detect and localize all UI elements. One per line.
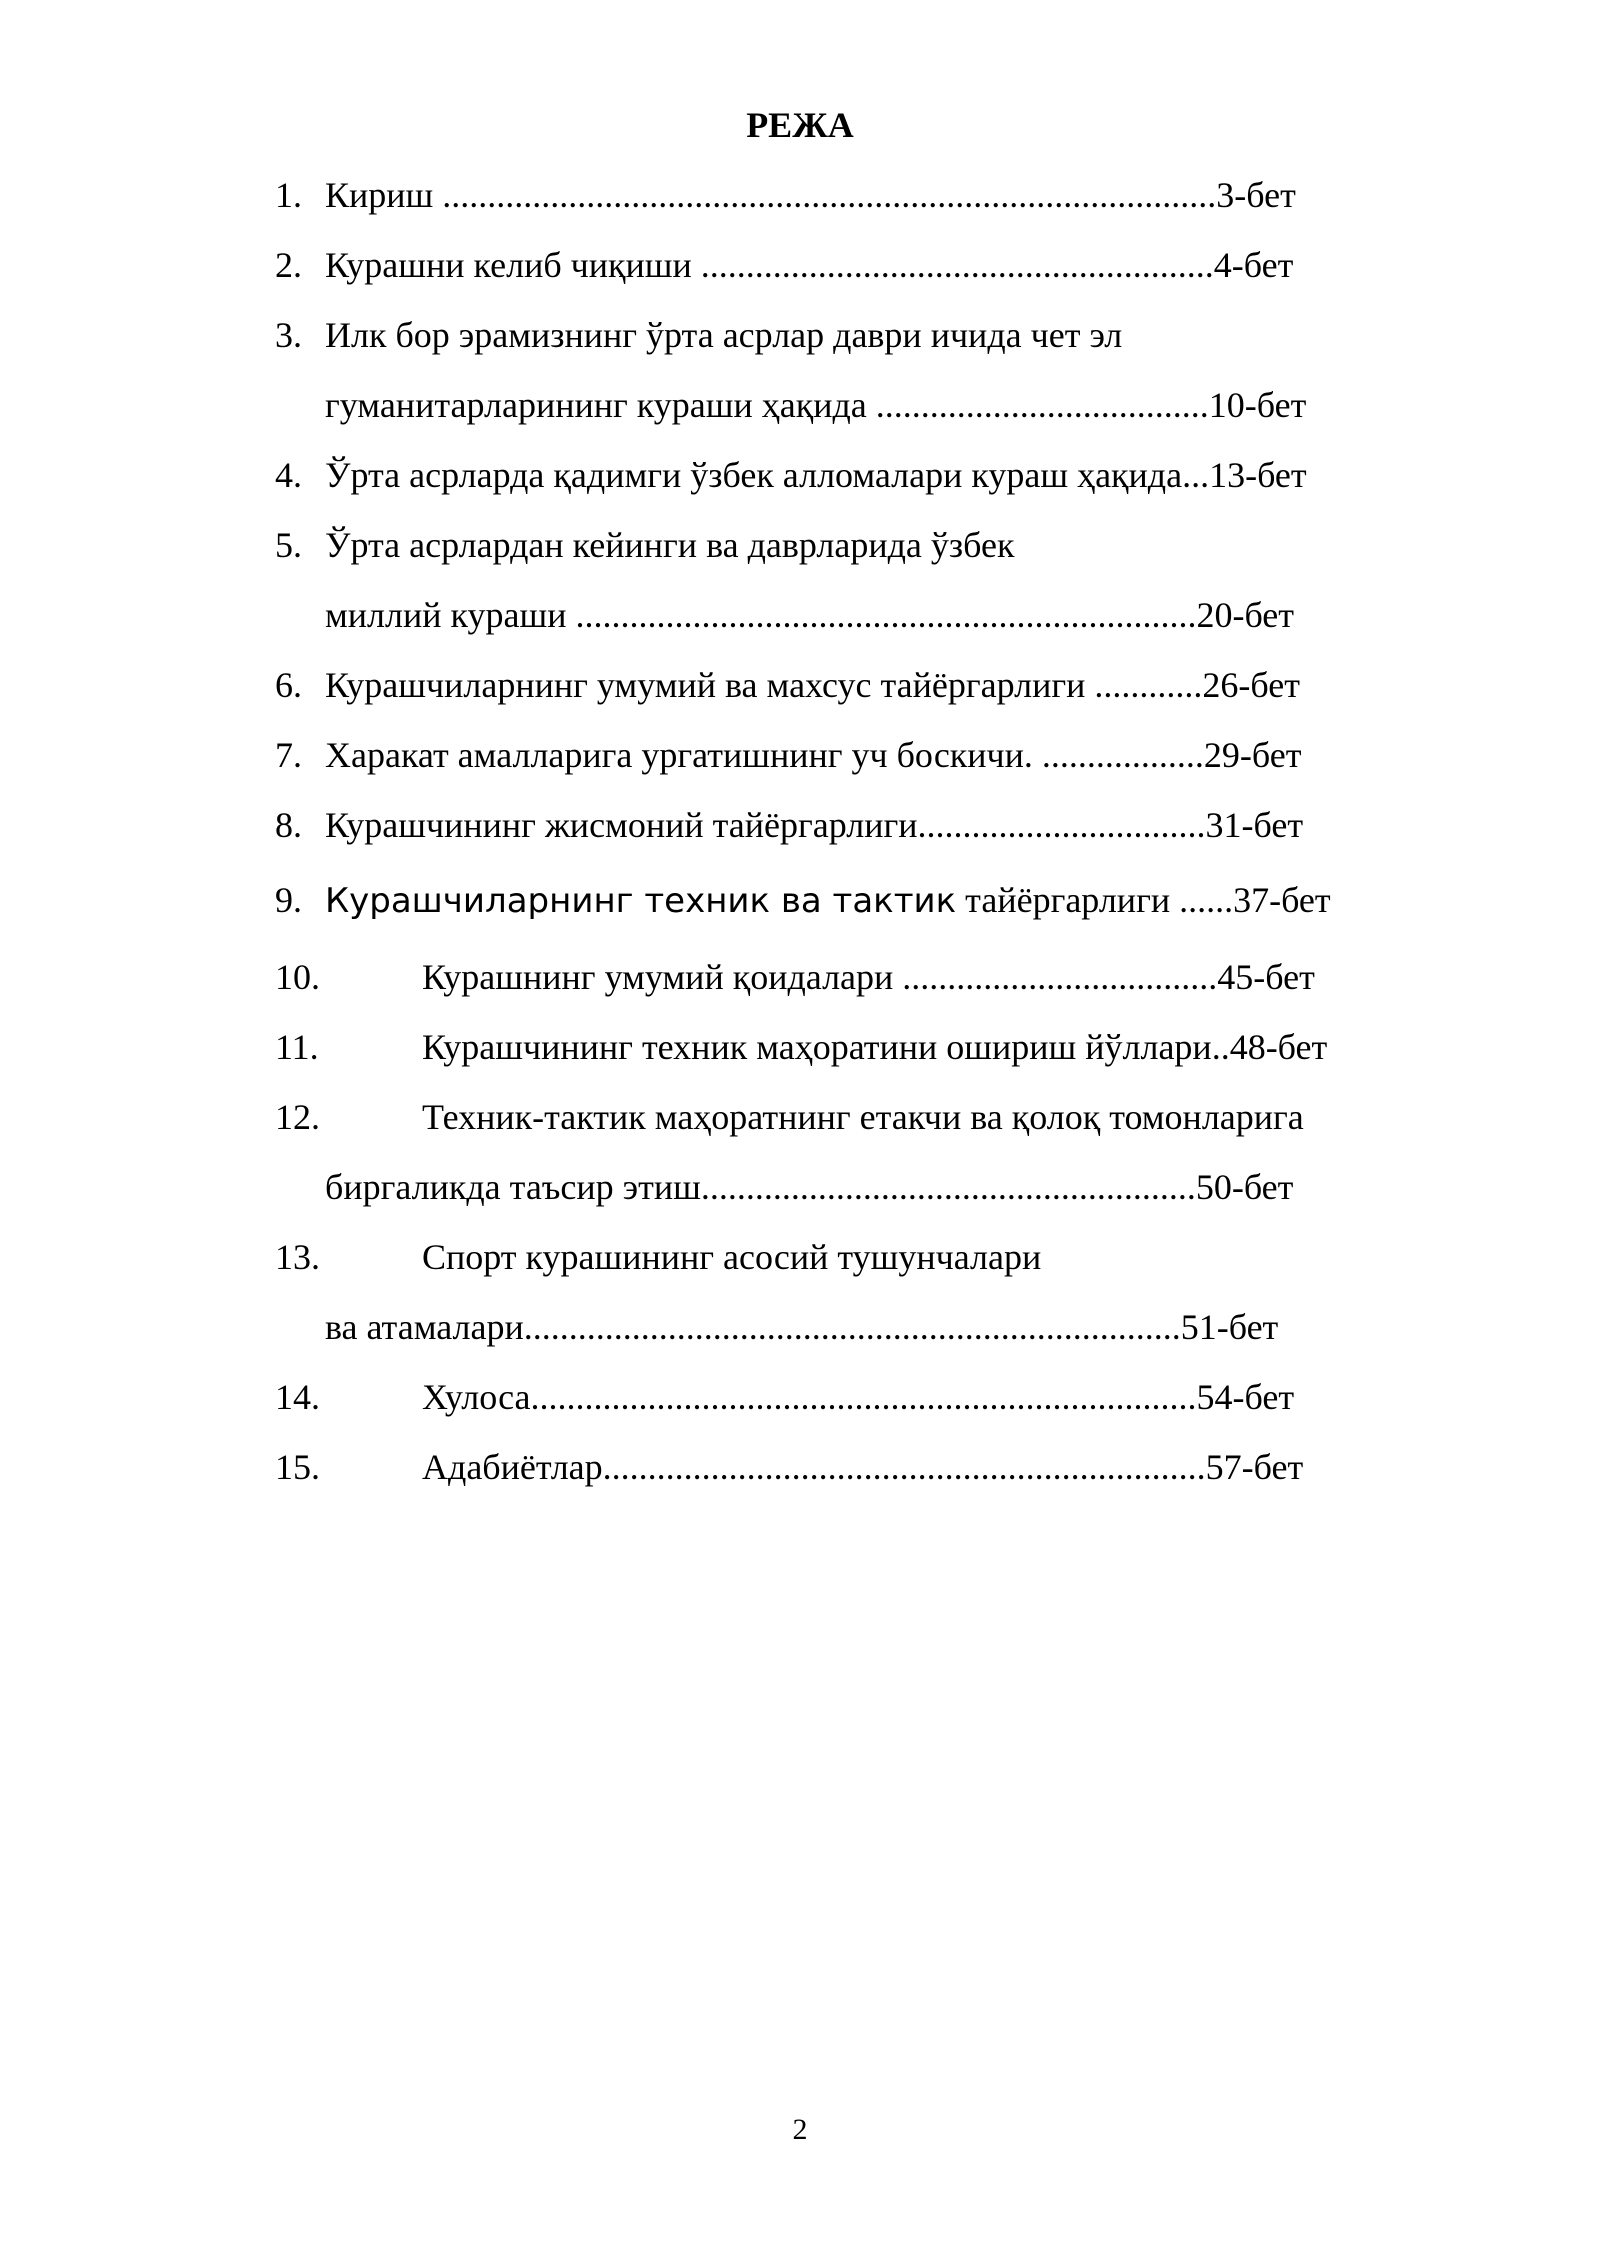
page-number: 2 [792,2113,808,2146]
toc-number: 15. [275,1447,320,1487]
toc-text: Спорт курашининг асосий тушунчалари [422,1237,1042,1277]
toc-number: 9. [275,880,302,920]
toc-text: Курашчининг техник маҳоратини ошириш йўллари..48-бет [422,1027,1328,1067]
toc-text: Ўрта асрлардан кейинги ва даврларида ўзбек [325,525,1015,565]
toc-text-sans: Курашчиларнинг техник ва тактик [325,881,957,921]
toc-entry-6 [275,660,1300,710]
toc-number: 12. [275,1097,320,1137]
toc-entry-8 [275,800,1303,850]
toc-entry-1 [275,170,1296,220]
toc-entry-11 [275,1022,1327,1072]
toc-text: Ўрта асрларда қадимги ўзбек алломалари кураш ҳақида...13-бет [325,455,1307,495]
toc-number: 1. [275,175,302,215]
toc-text: Курашчининг жисмоний тайёргарлиги................................31-бет [325,805,1304,845]
toc-entry-12-continuation: биргаликда таъсир этиш.......................................................50-бет [325,1167,1294,1207]
toc-entry-7 [275,730,1301,780]
toc-text: Адабиётлар...................................................................57-бет [422,1447,1304,1487]
toc-entry-10 [275,952,1315,1002]
toc-number: 3. [275,315,302,355]
toc-entry-3 [275,310,1122,360]
toc-entry-5 [275,520,1014,570]
toc-entry-3-continuation: гуманитарларининг кураши ҳақида .....................................10-бет [325,385,1307,425]
toc-entry-5-continuation: миллий кураши .....................................................................20-бет [325,595,1294,635]
toc-number: 13. [275,1237,320,1277]
toc-text: Харакат амалларига ургатишнинг уч боскичи. ..................29-бет [325,735,1302,775]
toc-number: 8. [275,805,302,845]
toc-number: 4. [275,455,302,495]
toc-entry-14 [275,1372,1294,1422]
toc-entry-13 [275,1232,1041,1282]
toc-number: 11. [275,1027,319,1067]
toc-number: 7. [275,735,302,775]
toc-text: Кириш ......................................................................................3-бет [325,175,1296,215]
toc-entry-15 [275,1442,1303,1492]
toc-entry-2 [275,240,1293,290]
toc-number: 2. [275,245,302,285]
toc-text: Илк бор эрамизнинг ўрта асрлар даври ичида чет эл [325,315,1123,355]
toc-text: Техник-тактик маҳоратнинг етакчи ва қолоқ томонларига [422,1097,1304,1137]
toc-entry-12 [275,1092,1304,1142]
toc-text: Курашчиларнинг умумий ва махсус тайёргарлиги ............26-бет [325,665,1300,705]
toc-number: 6. [275,665,302,705]
toc-entry-4 [275,450,1307,500]
toc-text: Курашни келиб чиқиши .........................................................4-бет [325,245,1294,285]
toc-text: Курашнинг умумий қоидалари ...................................45-бет [422,957,1315,997]
toc-entry-13-continuation: ва атамалари.........................................................................51-бет [325,1307,1279,1347]
toc-number: 14. [275,1377,320,1417]
toc-text: Хулоса..........................................................................54-бет [422,1377,1295,1417]
toc-number: 10. [275,957,320,997]
toc-text: тайёргарлиги ......37-бет [956,880,1331,920]
toc-entry-9 [275,875,1331,926]
page-title: РЕЖА [746,105,854,145]
toc-number: 5. [275,525,302,565]
